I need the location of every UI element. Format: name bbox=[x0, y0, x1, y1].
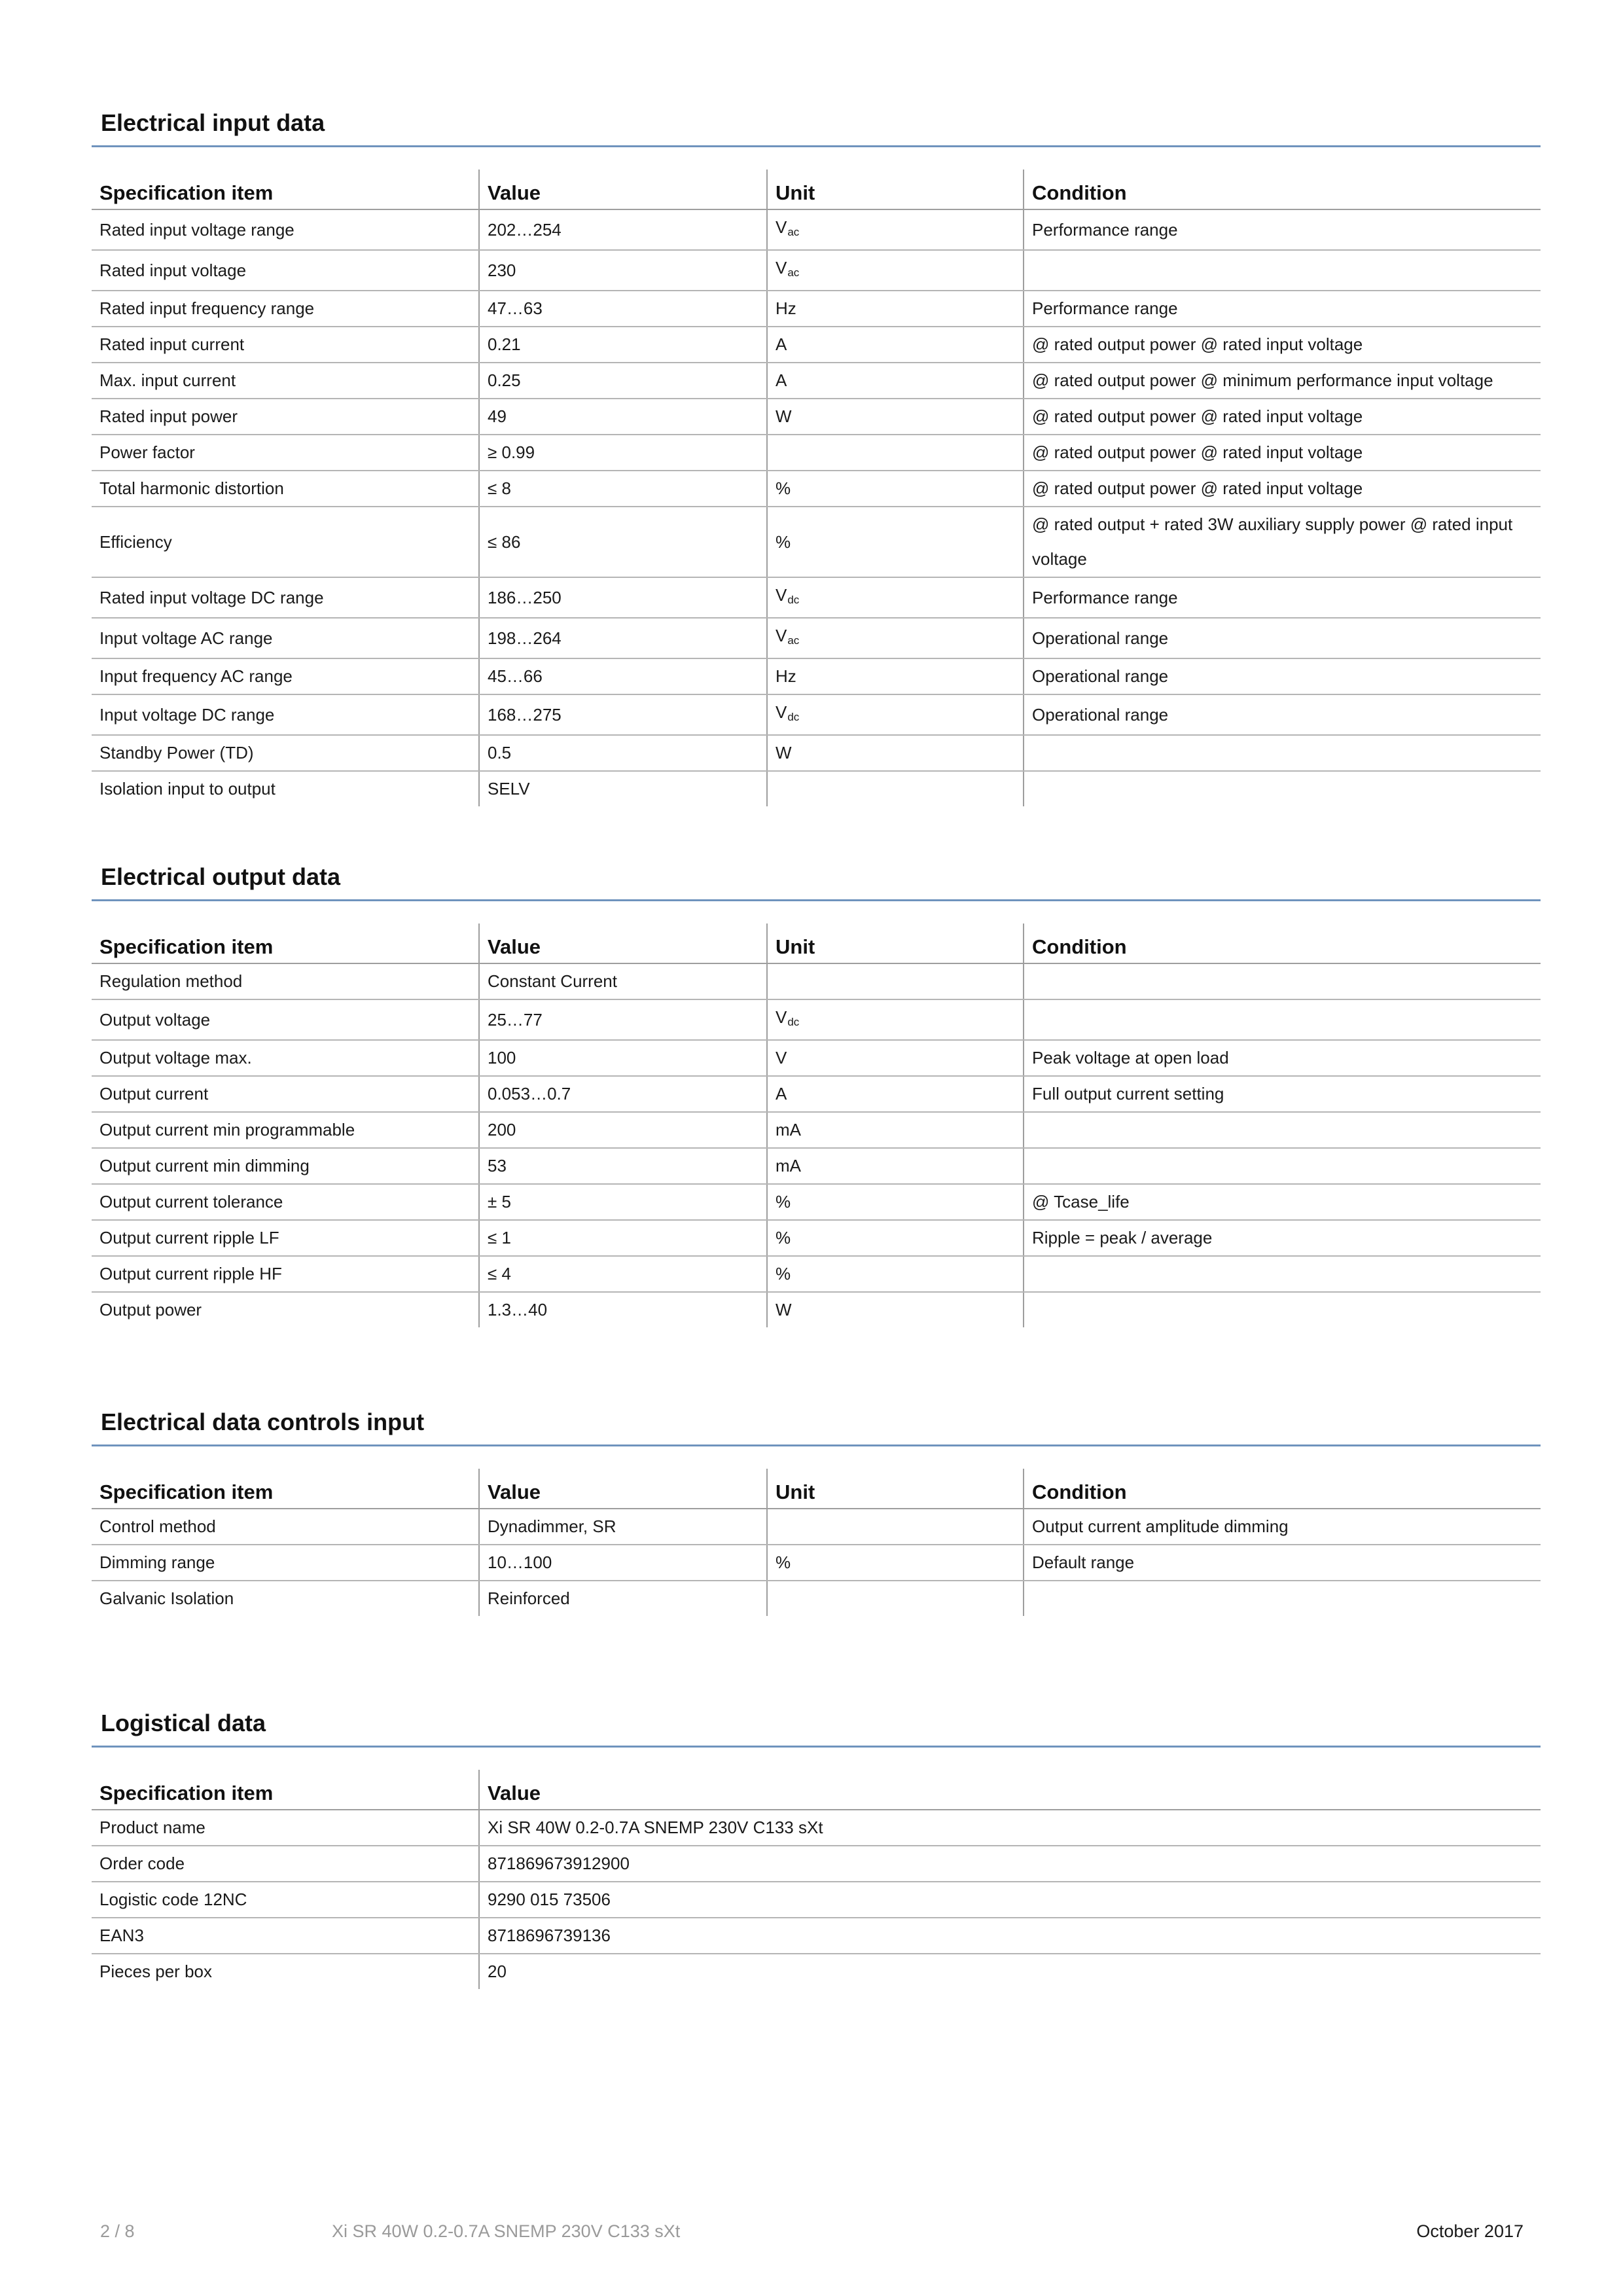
table-row bbox=[92, 1256, 1541, 1292]
cell-unit bbox=[767, 1220, 1024, 1256]
cell-value: 20 bbox=[479, 1954, 1541, 1989]
unit-symbol: Hz bbox=[776, 666, 796, 686]
column-header-value: Value bbox=[479, 170, 767, 209]
cell-value: ≤ 4 bbox=[479, 1256, 767, 1292]
cell-value: 10…100 bbox=[479, 1545, 767, 1581]
cell-unit bbox=[767, 1509, 1024, 1545]
cell-spec-item: Rated input voltage range bbox=[92, 209, 479, 250]
table-row bbox=[92, 1292, 1541, 1327]
section-title: Electrical input data bbox=[92, 107, 1541, 147]
cell-condition: Peak voltage at open load bbox=[1024, 1040, 1541, 1076]
footer-product-name: Xi SR 40W 0.2-0.7A SNEMP 230V C133 sXt bbox=[332, 2221, 681, 2241]
cell-value: 8718696739136 bbox=[479, 1918, 1541, 1954]
cell-spec-item: Output current min programmable bbox=[92, 1112, 479, 1148]
cell-condition: Default range bbox=[1024, 1545, 1541, 1581]
cell-spec-item: Output current ripple HF bbox=[92, 1256, 479, 1292]
cell-unit bbox=[767, 327, 1024, 363]
unit-symbol: W bbox=[776, 1300, 792, 1319]
section-controls-input bbox=[92, 1406, 1541, 1616]
page-footer bbox=[0, 2221, 1623, 2248]
cell-unit bbox=[767, 735, 1024, 771]
cell-spec-item: Power factor bbox=[92, 435, 479, 471]
cell-value: 1.3…40 bbox=[479, 1292, 767, 1327]
cell-condition bbox=[1024, 999, 1541, 1040]
cell-spec-item: Efficiency bbox=[92, 507, 479, 577]
cell-value: 230 bbox=[479, 250, 767, 291]
cell-unit bbox=[767, 1076, 1024, 1112]
table-row bbox=[92, 1918, 1541, 1954]
table-row bbox=[92, 1810, 1541, 1846]
column-header-spec: Specification item bbox=[92, 924, 479, 963]
table-row bbox=[92, 1220, 1541, 1256]
cell-value: ≤ 8 bbox=[479, 471, 767, 507]
footer-date: October 2017 bbox=[1416, 2221, 1524, 2241]
cell-value: SELV bbox=[479, 771, 767, 806]
column-header-value: Value bbox=[479, 1770, 1541, 1810]
spec-table bbox=[92, 924, 1541, 1327]
cell-condition: Performance range bbox=[1024, 209, 1541, 250]
column-header-value: Value bbox=[479, 924, 767, 963]
cell-condition: Operational range bbox=[1024, 658, 1541, 694]
cell-condition: Operational range bbox=[1024, 694, 1541, 735]
cell-spec-item: Total harmonic distortion bbox=[92, 471, 479, 507]
table-row bbox=[92, 327, 1541, 363]
cell-value: 0.25 bbox=[479, 363, 767, 399]
table-row bbox=[92, 435, 1541, 471]
cell-condition bbox=[1024, 963, 1541, 999]
cell-condition bbox=[1024, 1256, 1541, 1292]
cell-condition bbox=[1024, 1112, 1541, 1148]
table-row bbox=[92, 963, 1541, 999]
cell-unit bbox=[767, 1040, 1024, 1076]
table-row bbox=[92, 1882, 1541, 1918]
column-header-condition: Condition bbox=[1024, 1469, 1541, 1509]
table-row bbox=[92, 1112, 1541, 1148]
column-header-unit: Unit bbox=[767, 924, 1024, 963]
cell-unit bbox=[767, 618, 1024, 658]
cell-spec-item: Dimming range bbox=[92, 1545, 479, 1581]
unit-symbol: A bbox=[776, 370, 787, 390]
unit-symbol: Hz bbox=[776, 298, 796, 318]
unit-symbol: V bbox=[776, 626, 787, 645]
table-row bbox=[92, 735, 1541, 771]
column-header-condition: Condition bbox=[1024, 924, 1541, 963]
table-row bbox=[92, 363, 1541, 399]
cell-condition bbox=[1024, 735, 1541, 771]
cell-unit bbox=[767, 999, 1024, 1040]
unit-symbol: % bbox=[776, 1552, 791, 1572]
header-row bbox=[92, 924, 1541, 963]
cell-value: 186…250 bbox=[479, 577, 767, 618]
table-row bbox=[92, 577, 1541, 618]
cell-condition: Ripple = peak / average bbox=[1024, 1220, 1541, 1256]
unit-subscript: ac bbox=[787, 634, 800, 647]
table-row bbox=[92, 471, 1541, 507]
table-row bbox=[92, 1545, 1541, 1581]
cell-unit bbox=[767, 435, 1024, 471]
cell-spec-item: Product name bbox=[92, 1810, 479, 1846]
table-row bbox=[92, 399, 1541, 435]
cell-spec-item: Galvanic Isolation bbox=[99, 1588, 234, 1608]
cell-condition: Output current amplitude dimming bbox=[1024, 1509, 1541, 1545]
column-header-spec: Specification item bbox=[92, 170, 479, 209]
unit-symbol: V bbox=[776, 1048, 787, 1067]
cell-spec-item: Rated input frequency range bbox=[92, 291, 479, 327]
cell-spec-item: Input voltage AC range bbox=[92, 618, 479, 658]
unit-symbol: W bbox=[776, 406, 792, 426]
cell-condition: @ rated output + rated 3W auxiliary supply power @ rated input voltage bbox=[1024, 507, 1541, 577]
cell-unit bbox=[767, 1292, 1024, 1327]
cell-condition bbox=[1024, 1292, 1541, 1327]
unit-symbol: % bbox=[776, 1228, 791, 1247]
cell-spec-item: Logistic code 12NC bbox=[92, 1882, 479, 1918]
cell-spec-item: Output voltage bbox=[92, 999, 479, 1040]
table-row bbox=[92, 771, 1541, 806]
cell-value: 9290 015 73506 bbox=[479, 1882, 1541, 1918]
cell-spec-item: Output current bbox=[92, 1076, 479, 1112]
page-number: 2 / 8 bbox=[100, 2221, 135, 2241]
cell-value: 25…77 bbox=[479, 999, 767, 1040]
cell-condition: Performance range bbox=[1024, 577, 1541, 618]
cell-spec-item: Max. input current bbox=[92, 363, 479, 399]
cell-value: 45…66 bbox=[479, 658, 767, 694]
cell-unit bbox=[767, 658, 1024, 694]
cell-value: 200 bbox=[479, 1112, 767, 1148]
cell-value: Constant Current bbox=[479, 963, 767, 999]
cell-unit bbox=[767, 399, 1024, 435]
cell-unit bbox=[767, 1545, 1024, 1581]
unit-subscript: ac bbox=[787, 266, 800, 279]
cell-spec-item: Order code bbox=[92, 1846, 479, 1882]
cell-spec-item: Output current ripple LF bbox=[92, 1220, 479, 1256]
cell-unit bbox=[767, 771, 1024, 806]
column-header-spec: Specification item bbox=[92, 1770, 479, 1810]
cell-unit bbox=[767, 1148, 1024, 1184]
cell-condition: @ rated output power @ rated input voltage bbox=[1024, 471, 1541, 507]
cell-value: Reinforced bbox=[479, 1581, 767, 1616]
cell-condition bbox=[1024, 1581, 1541, 1616]
cell-value: 202…254 bbox=[479, 209, 767, 250]
section-logistical bbox=[92, 1707, 1541, 1989]
table-row bbox=[92, 618, 1541, 658]
cell-value: Xi SR 40W 0.2-0.7A SNEMP 230V C133 sXt bbox=[479, 1810, 1541, 1846]
header-row bbox=[92, 1469, 1541, 1509]
cell-value: 168…275 bbox=[479, 694, 767, 735]
table-row bbox=[92, 291, 1541, 327]
cell-spec-item: Input voltage DC range bbox=[92, 694, 479, 735]
cell-spec-item: Input frequency AC range bbox=[92, 658, 479, 694]
spec-table bbox=[92, 1770, 1541, 1989]
unit-symbol: A bbox=[776, 1084, 787, 1103]
cell-unit bbox=[767, 507, 1024, 577]
cell-condition: @ rated output power @ rated input voltage bbox=[1024, 327, 1541, 363]
cell-unit bbox=[767, 209, 1024, 250]
unit-symbol: % bbox=[776, 531, 791, 552]
header-row bbox=[92, 1770, 1541, 1810]
table-row bbox=[92, 1954, 1541, 1989]
cell-unit bbox=[767, 363, 1024, 399]
unit-subscript: dc bbox=[787, 711, 800, 723]
cell-unit bbox=[767, 1112, 1024, 1148]
table-row bbox=[92, 209, 1541, 250]
table-row bbox=[92, 1076, 1541, 1112]
cell-spec-item: Rated input voltage DC range bbox=[92, 577, 479, 618]
section-title: Logistical data bbox=[92, 1707, 1541, 1748]
section-title: Electrical output data bbox=[92, 861, 1541, 901]
unit-symbol: V bbox=[776, 702, 787, 722]
cell-condition bbox=[1024, 250, 1541, 291]
cell-spec-item: Regulation method bbox=[92, 963, 479, 999]
unit-subscript: ac bbox=[787, 226, 800, 238]
table-row bbox=[92, 1040, 1541, 1076]
unit-symbol: V bbox=[776, 217, 787, 237]
cell-value: 53 bbox=[479, 1148, 767, 1184]
cell-value: 0.21 bbox=[479, 327, 767, 363]
cell-spec-item: Output power bbox=[99, 1300, 202, 1319]
unit-symbol: W bbox=[776, 743, 792, 762]
table-row bbox=[92, 1509, 1541, 1545]
unit-symbol: V bbox=[776, 258, 787, 278]
cell-value: ≤ 1 bbox=[479, 1220, 767, 1256]
table-row bbox=[92, 507, 1541, 577]
unit-subscript: dc bbox=[787, 1016, 800, 1028]
cell-value: ≥ 0.99 bbox=[479, 435, 767, 471]
cell-value: 100 bbox=[479, 1040, 767, 1076]
section-electrical-input bbox=[92, 107, 1541, 806]
table-row bbox=[92, 1148, 1541, 1184]
cell-spec-item: Rated input voltage bbox=[92, 250, 479, 291]
spec-table bbox=[92, 170, 1541, 806]
unit-symbol: % bbox=[776, 1264, 791, 1283]
cell-condition: Performance range bbox=[1024, 291, 1541, 327]
cell-condition bbox=[1024, 1148, 1541, 1184]
unit-subscript: dc bbox=[787, 594, 800, 606]
table-row bbox=[92, 694, 1541, 735]
table-row bbox=[92, 1184, 1541, 1220]
cell-value: Dynadimmer, SR bbox=[479, 1509, 767, 1545]
cell-spec-item: Rated input power bbox=[92, 399, 479, 435]
cell-spec-item: Isolation input to output bbox=[99, 779, 276, 798]
column-header-spec: Specification item bbox=[92, 1469, 479, 1509]
unit-symbol: % bbox=[776, 1192, 791, 1211]
cell-unit bbox=[767, 250, 1024, 291]
cell-spec-item: Output current tolerance bbox=[92, 1184, 479, 1220]
header-row bbox=[92, 170, 1541, 209]
unit-symbol: mA bbox=[776, 1156, 801, 1175]
cell-spec-item: Standby Power (TD) bbox=[92, 735, 479, 771]
table-row bbox=[92, 999, 1541, 1040]
cell-condition: Operational range bbox=[1024, 618, 1541, 658]
cell-value: 47…63 bbox=[479, 291, 767, 327]
table-row bbox=[92, 658, 1541, 694]
cell-unit bbox=[767, 471, 1024, 507]
cell-unit bbox=[767, 963, 1024, 999]
unit-symbol: % bbox=[776, 478, 791, 498]
cell-unit bbox=[767, 694, 1024, 735]
table-row bbox=[92, 1846, 1541, 1882]
cell-spec-item: EAN3 bbox=[92, 1918, 479, 1954]
unit-symbol: V bbox=[776, 585, 787, 605]
table-row bbox=[92, 1581, 1541, 1616]
cell-condition: @ rated output power @ rated input voltage bbox=[1024, 399, 1541, 435]
cell-value: 198…264 bbox=[479, 618, 767, 658]
column-header-value: Value bbox=[479, 1469, 767, 1509]
cell-condition: @ rated output power @ minimum performance input voltage bbox=[1024, 363, 1541, 399]
spec-table bbox=[92, 1469, 1541, 1616]
cell-unit bbox=[767, 577, 1024, 618]
column-header-unit: Unit bbox=[767, 170, 1024, 209]
cell-unit bbox=[767, 1256, 1024, 1292]
cell-spec-item: Output voltage max. bbox=[92, 1040, 479, 1076]
cell-condition: @ Tcase_life bbox=[1024, 1184, 1541, 1220]
cell-value: ± 5 bbox=[479, 1184, 767, 1220]
cell-condition bbox=[1024, 771, 1541, 806]
cell-value: ≤ 86 bbox=[479, 507, 767, 577]
cell-spec-item: Output current min dimming bbox=[92, 1148, 479, 1184]
cell-spec-item: Pieces per box bbox=[99, 1962, 212, 1981]
section-title: Electrical data controls input bbox=[92, 1406, 1541, 1446]
cell-condition: @ rated output power @ rated input voltage bbox=[1024, 435, 1541, 471]
column-header-unit: Unit bbox=[767, 1469, 1024, 1509]
cell-spec-item: Rated input current bbox=[92, 327, 479, 363]
cell-spec-item: Control method bbox=[92, 1509, 479, 1545]
column-header-condition: Condition bbox=[1024, 170, 1541, 209]
table-row bbox=[92, 250, 1541, 291]
unit-symbol: mA bbox=[776, 1120, 801, 1139]
cell-value: 871869673912900 bbox=[479, 1846, 1541, 1882]
section-electrical-output bbox=[92, 861, 1541, 1327]
cell-value: 49 bbox=[479, 399, 767, 435]
cell-value: 0.053…0.7 bbox=[479, 1076, 767, 1112]
unit-symbol: V bbox=[776, 1007, 787, 1027]
cell-condition: Full output current setting bbox=[1024, 1076, 1541, 1112]
cell-value: 0.5 bbox=[479, 735, 767, 771]
cell-unit bbox=[767, 291, 1024, 327]
cell-unit bbox=[767, 1581, 1024, 1616]
cell-unit bbox=[767, 1184, 1024, 1220]
unit-symbol: A bbox=[776, 334, 787, 354]
